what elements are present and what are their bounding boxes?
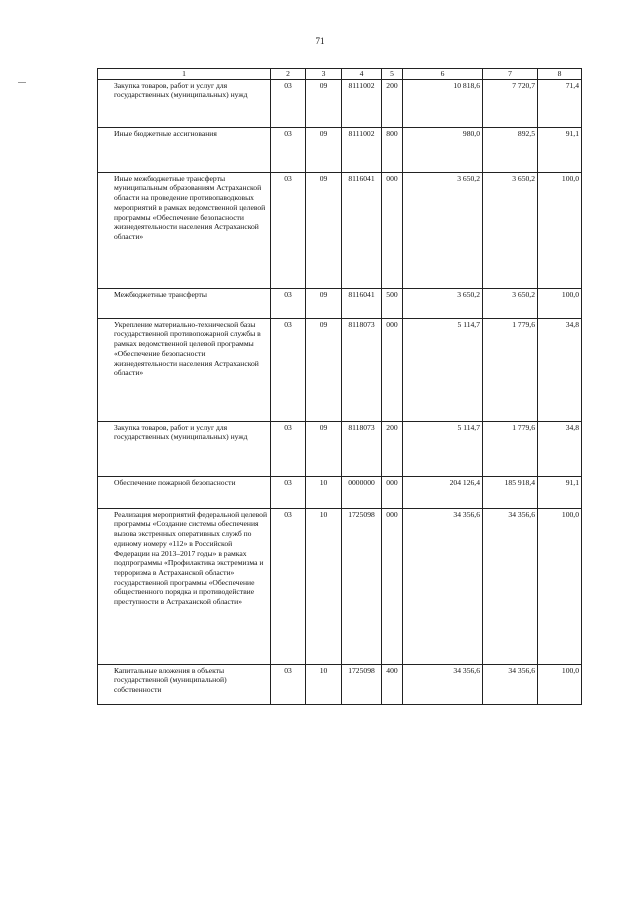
row-name: Межбюджетные трансферты <box>98 288 271 318</box>
row-executed: 3 650,2 <box>483 288 538 318</box>
row-subsection: 10 <box>306 476 342 508</box>
row-executed: 7 720,7 <box>483 79 538 127</box>
header-row <box>98 69 582 80</box>
row-subsection: 09 <box>306 172 342 288</box>
table-row <box>98 127 582 172</box>
table-row <box>98 508 582 664</box>
row-target-code: 8111002 <box>342 79 382 127</box>
header-col-7: 7 <box>483 69 538 80</box>
table-row <box>98 172 582 288</box>
row-expense-type: 000 <box>382 476 403 508</box>
table-row <box>98 79 582 127</box>
table-row <box>98 288 582 318</box>
row-expense-type: 000 <box>382 318 403 421</box>
row-name: Капитальные вложения в объекты государственной (муниципальной) собственности <box>98 664 271 704</box>
row-section: 03 <box>271 664 306 704</box>
row-percent: 34,8 <box>538 421 582 476</box>
row-target-code: 8118073 <box>342 318 382 421</box>
row-section: 03 <box>271 79 306 127</box>
row-section: 03 <box>271 421 306 476</box>
row-percent: 100,0 <box>538 288 582 318</box>
row-target-code: 8111002 <box>342 127 382 172</box>
row-section: 03 <box>271 476 306 508</box>
row-section: 03 <box>271 127 306 172</box>
header-col-5: 5 <box>382 69 403 80</box>
row-subsection: 10 <box>306 664 342 704</box>
row-executed: 34 356,6 <box>483 664 538 704</box>
row-target-code: 8116041 <box>342 288 382 318</box>
row-target-code: 1725098 <box>342 508 382 664</box>
row-planned: 980,0 <box>403 127 483 172</box>
row-name: Иные бюджетные ассигнования <box>98 127 271 172</box>
margin-mark <box>18 82 26 83</box>
row-planned: 5 114,7 <box>403 421 483 476</box>
row-executed: 1 779,6 <box>483 318 538 421</box>
row-name: Иные межбюджетные трансферты муниципальным образованиям Астраханской области на проведение противопаводковых мероприятий в рамках ведомственной целевой программы «Обеспечение безопасности жизнедеятельности населения Астраханской области» <box>98 172 271 288</box>
row-subsection: 09 <box>306 421 342 476</box>
row-executed: 34 356,6 <box>483 508 538 664</box>
row-expense-type: 400 <box>382 664 403 704</box>
row-percent: 100,0 <box>538 508 582 664</box>
row-planned: 3 650,2 <box>403 288 483 318</box>
row-name: Укрепление материально-технической базы государственной противопожарной службы в рамках ведомственной целевой программы «Обеспечение безопасности жизнедеятельности населения Астраханской области» <box>98 318 271 421</box>
header-col-4: 4 <box>342 69 382 80</box>
header-col-3: 3 <box>306 69 342 80</box>
table-row <box>98 318 582 421</box>
row-name: Закупка товаров, работ и услуг для государственных (муниципальных) нужд <box>98 421 271 476</box>
row-section: 03 <box>271 288 306 318</box>
row-planned: 10 818,6 <box>403 79 483 127</box>
row-percent: 91,1 <box>538 127 582 172</box>
row-section: 03 <box>271 508 306 664</box>
row-target-code: 8118073 <box>342 421 382 476</box>
row-target-code: 8116041 <box>342 172 382 288</box>
row-expense-type: 000 <box>382 508 403 664</box>
row-planned: 204 126,4 <box>403 476 483 508</box>
row-section: 03 <box>271 318 306 421</box>
row-percent: 91,1 <box>538 476 582 508</box>
header-col-1: 1 <box>98 69 271 80</box>
row-target-code: 0000000 <box>342 476 382 508</box>
row-name: Обеспечение пожарной безопасности <box>98 476 271 508</box>
header-col-8: 8 <box>538 69 582 80</box>
row-name: Закупка товаров, работ и услуг для государственных (муниципальных) нужд <box>98 79 271 127</box>
page-number: 71 <box>315 36 325 46</box>
table-row <box>98 476 582 508</box>
row-target-code: 1725098 <box>342 664 382 704</box>
row-expense-type: 500 <box>382 288 403 318</box>
row-executed: 185 918,4 <box>483 476 538 508</box>
row-subsection: 09 <box>306 318 342 421</box>
row-percent: 34,8 <box>538 318 582 421</box>
row-subsection: 09 <box>306 79 342 127</box>
row-expense-type: 200 <box>382 421 403 476</box>
row-subsection: 09 <box>306 127 342 172</box>
row-expense-type: 000 <box>382 172 403 288</box>
row-planned: 34 356,6 <box>403 508 483 664</box>
row-expense-type: 200 <box>382 79 403 127</box>
row-percent: 100,0 <box>538 172 582 288</box>
row-executed: 1 779,6 <box>483 421 538 476</box>
header-col-6: 6 <box>403 69 483 80</box>
table-row <box>98 421 582 476</box>
row-percent: 71,4 <box>538 79 582 127</box>
row-executed: 892,5 <box>483 127 538 172</box>
row-planned: 5 114,7 <box>403 318 483 421</box>
row-planned: 34 356,6 <box>403 664 483 704</box>
row-subsection: 09 <box>306 288 342 318</box>
table-row <box>98 664 582 704</box>
header-col-2: 2 <box>271 69 306 80</box>
row-section: 03 <box>271 172 306 288</box>
budget-table <box>97 68 582 705</box>
row-expense-type: 800 <box>382 127 403 172</box>
row-percent: 100,0 <box>538 664 582 704</box>
row-executed: 3 650,2 <box>483 172 538 288</box>
row-planned: 3 650,2 <box>403 172 483 288</box>
row-subsection: 10 <box>306 508 342 664</box>
row-name: Реализация мероприятий федеральной целевой программы «Создание системы обеспечения вызова экстренных оперативных служб по единому номеру «112» в Российской Федерации на 2013–2017 годы» в рамках подпрограммы «Профилактика экстремизма и терроризма в Астраханской области» государственной программы «Обеспечение общественного порядка и противодействие преступности в Астраханской области» <box>98 508 271 664</box>
